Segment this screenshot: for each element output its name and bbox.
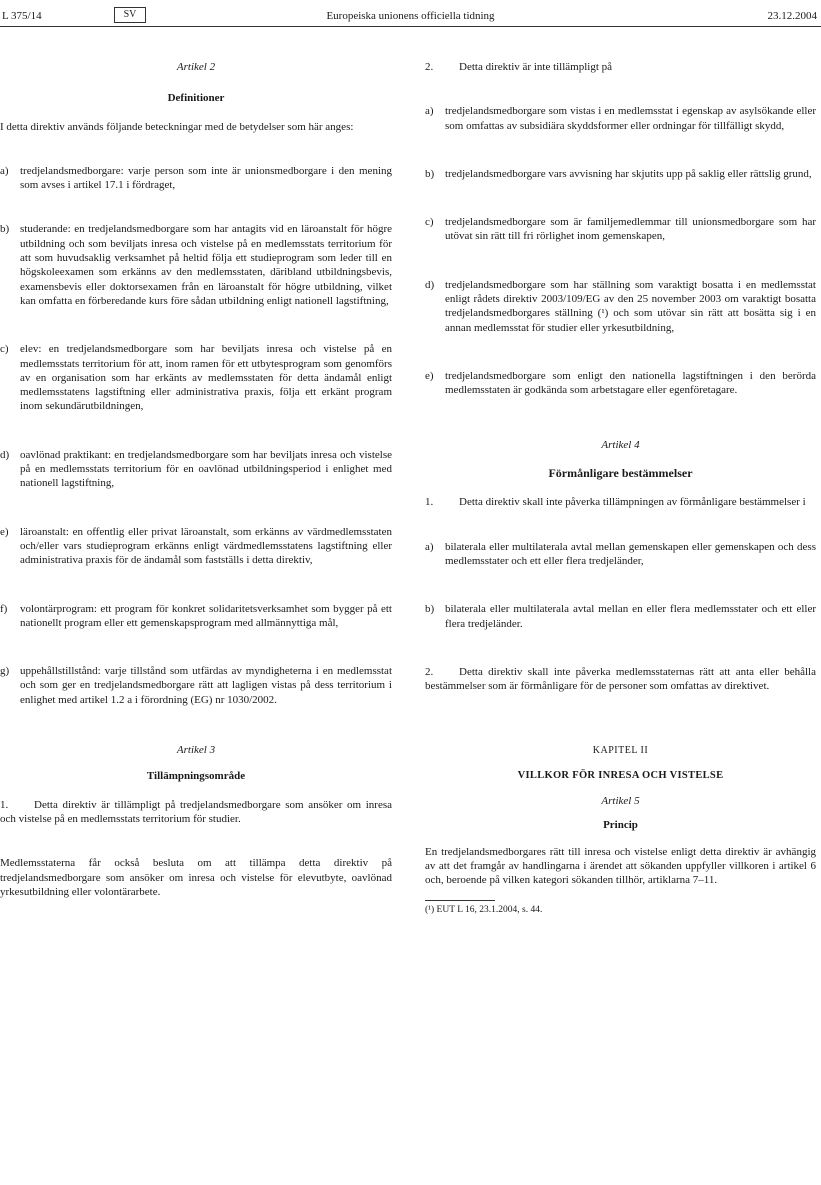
language-code-box: SV: [114, 7, 146, 23]
article-3-paragraph-1b: Medlemsstaterna får också besluta om att tillämpa detta direktiv på tredjelandsmedborgare som ansöker om inresa och vistelse för elevutbyte, oavlönad yrkesutbildning eller volontärarbete.: [0, 857, 392, 898]
page-header: [0, 6, 821, 27]
chapter-number: KAPITEL II: [592, 744, 649, 756]
article-4-paragraph-2: 2. Detta direktiv skall inte påverka medlemsstaternas rätt att anta eller behålla bestämmelser som är förmånligare för de personer som omfattas av direktivet.: [425, 665, 816, 693]
footnote-divider: [425, 900, 495, 901]
article-2-title: Definitioner: [167, 92, 225, 105]
article-3-paragraph-2: 2. Detta direktiv är inte tillämpligt på: [425, 61, 613, 73]
article-5-title: Princip: [603, 819, 638, 832]
list-item: a) tredjelandsmedborgare: varje person som inte är unionsmedborgare i den mening som avses i artikel 17.1 i fördraget,: [0, 164, 392, 192]
list-item: d) oavlönad praktikant: en tredjelandsmedborgare som har beviljats inresa och vistelse på en medlemsstats territorium för en oavlönad utbildningsperiod i enlighet med nationell lagstiftning,: [0, 448, 392, 490]
list-item: a) bilaterala eller multilaterala avtal mellan gemenskapen eller gemenskapen och dess medlemsstater och ett eller flera tredjeländer,: [425, 540, 816, 568]
article-2-intro: I detta direktiv används följande beteckningar med de betydelser som här anges:: [0, 120, 354, 133]
article-3-paragraph-1: 1. Detta direktiv är tillämpligt på tredjelandsmedborgare som ansöker om inresa och vistelse på en medlemsstats territorium för studier.: [0, 798, 392, 825]
list-item: e) läroanstalt: en offentlig eller privat läroanstalt, som erkänns av värdmedlemsstaten och/eller vars studieprogram erkänns enligt värdmedlemsstatens lagstiftning eller administrativa praxis för de ändamål som fastställs i detta direktiv,: [0, 525, 392, 567]
article-2-number: Artikel 2: [176, 61, 216, 73]
list-item: b) studerande: en tredjelandsmedborgare som har antagits vid en läroanstalt för högre utbildning och som beviljats inresa och vistelse på en medlemsstats territorium för att som huvudsaklig verksamhet på heltid följa ett studieprogram som leder till en högskoleexamen som erkänns av den medlemsstaten, däribland utbildningsbevis, examensbevis eller doktorsexamen från en läroanstalt för högre utbildning, vilket kan omfatta en förberedande kurs före sådan utbildning enligt nationell lagstiftning,: [0, 223, 392, 307]
list-item: d) tredjelandsmedborgare som har ställning som varaktigt bosatta i en medlemsstat enligt rådets direktiv 2003/109/EG av den 25 november 2003 om varaktigt bosatta tredjelandsmedborgares ställning (¹) och som utövar sin rätt att bosätta sig i en annan medlemsstat för studier eller yrkesutbildning,: [425, 278, 816, 334]
list-item: g) uppehållstillstånd: varje tillstånd som utfärdas av myndigheterna i en medlemsstat och som ger en tredjelandsmedborgare rätt att lagligen vistas på dess territorium i enlighet med artikel 1.2 a i förordning (EG) nr 1030/2002.: [0, 665, 392, 706]
publication-date: 23.12.2004: [767, 10, 817, 22]
footnote: (¹) EUT L 16, 23.1.2004, s. 44.: [425, 904, 543, 915]
article-5-text: En tredjelandsmedborgares rätt till inresa och vistelse enligt detta direktiv är avhängig av att det framgår av handlingarna i ärendet att sökanden uppfyller villkoren i artikel 6 och, beroende på vilken kategori sökanden tillhör, artiklarna 7–11.: [425, 845, 816, 887]
journal-reference: L 375/14: [2, 10, 42, 22]
article-5-number: Artikel 5: [601, 795, 640, 808]
list-item: b) bilaterala eller multilaterala avtal mellan en eller flera medlemsstater och ett eller flera tredjeländer.: [425, 603, 816, 630]
list-item: e) tredjelandsmedborgare som enligt den nationella lagstiftningen i den berörda medlemsstaten är godkända som arbetstagare eller egenföretagare.: [425, 369, 816, 397]
right-column: [425, 60, 816, 916]
list-item: b) tredjelandsmedborgare vars avvisning har skjutits upp på saklig eller rättslig grund,: [425, 167, 812, 180]
list-item: c) tredjelandsmedborgare som är familjemedlemmar till unionsmedborgare som har utövat sin rätt till fri rörlighet inom gemenskapen,: [425, 216, 816, 243]
article-4-title: Förmånligare bestämmelser: [548, 465, 693, 480]
article-3-title: Tillämpningsområde: [146, 770, 246, 783]
list-item: a) tredjelandsmedborgare som vistas i en medlemsstat i egenskap av asylsökande eller som omfattas av subsidiära skyddsformer eller ordningar för tillfälligt skydd,: [425, 105, 816, 132]
article-4-paragraph-1: 1. Detta direktiv skall inte påverka tillämpningen av förmånligare bestämmelser i: [425, 496, 806, 509]
chapter-title: VILLKOR FÖR INRESA OCH VISTELSE: [517, 769, 724, 781]
article-4-number: Artikel 4: [601, 438, 640, 451]
list-item: c) elev: en tredjelandsmedborgare som har beviljats inresa och vistelse på en medlemsstats territorium för att, inom ramen för ett utbytesprogram som genomförs av en organisation som har erkänts av medlemsstaten för detta ändamål enligt medlemsstatens lagstiftning eller administrativa praxis, följa ett erkänt program inom sekundärutbildningen,: [0, 343, 392, 413]
list-item: f) volontärprogram: ett program för konkret solidaritetsverksamhet som bygger på ett nationellt program eller ett gemenskapsprogram med allmännyttiga mål,: [0, 602, 392, 629]
left-column: [0, 60, 392, 899]
article-3-number: Artikel 3: [176, 744, 216, 757]
journal-title: Europeiska unionens officiella tidning: [326, 10, 495, 22]
